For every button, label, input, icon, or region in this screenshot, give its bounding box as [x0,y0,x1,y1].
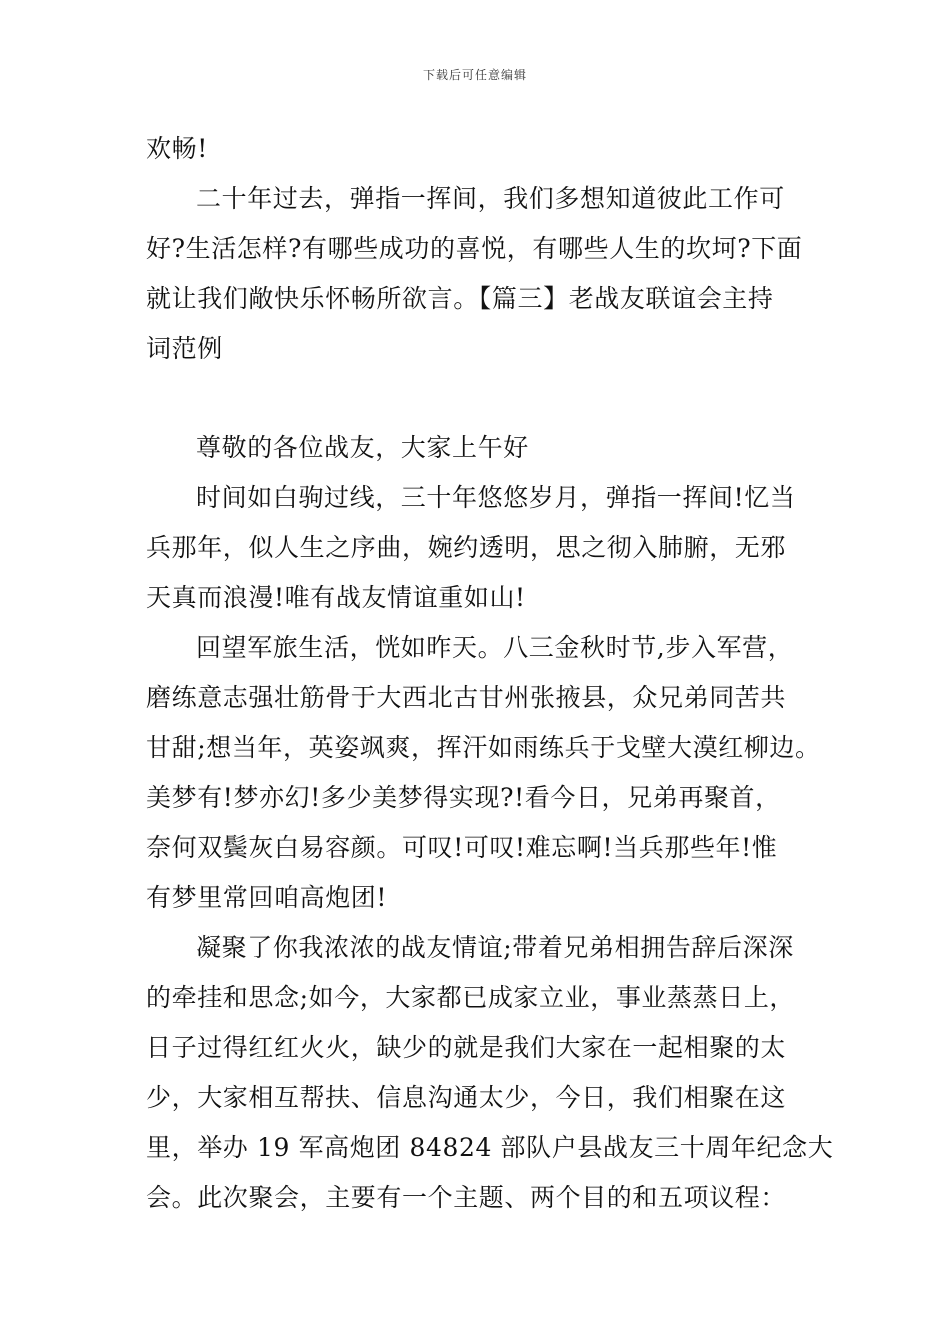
text-line: 磨练意志强壮筋骨于大西北古甘州张掖县，众兄弟同苦共 [146,683,787,712]
text-line: 就让我们敞快乐怀畅所欲言。【篇三】老战友联谊会主持 [146,284,774,313]
text-line: 好?生活怎样?有哪些成功的喜悦，有哪些人生的坎坷?下面 [146,234,803,263]
text-line: 的牵挂和思念;如今，大家都已成家立业，事业蒸蒸日上， [146,983,796,1012]
text-line: 二十年过去，弹指一挥间，我们多想知道彼此工作可 [196,184,785,213]
text-line: 回望军旅生活，恍如昨天。八三金秋时节,步入军营， [196,633,794,662]
text-line: 里，举办 19 军高炮团 84824 部队户县战友三十周年纪念大 [146,1133,834,1162]
text-line: 奈何双鬓灰白易容颜。可叹!可叹!难忘啊!当兵那些年!惟 [146,833,778,862]
text-line: 日子过得红红火火，缺少的就是我们大家在一起相聚的太 [146,1033,787,1062]
text-line: 尊敬的各位战友，大家上午好 [196,433,529,462]
text-line: 天真而浪漫!唯有战友情谊重如山! [146,583,526,612]
text-line: 少，大家相互帮扶、信息沟通太少，今日，我们相聚在这 [146,1083,787,1112]
text-line: 有梦里常回咱高炮团! [146,883,388,912]
text-line: 美梦有!梦亦幻!多少美梦得实现?!看今日，兄弟再聚首， [146,783,781,812]
text-line: 凝聚了你我浓浓的战友情谊;带着兄弟相拥告辞后深深 [196,933,794,962]
text-line: 兵那年，似人生之序曲，婉约透明，思之彻入肺腑，无邪 [146,533,787,562]
text-line: 时间如白驹过线，三十年悠悠岁月，弹指一挥间!忆当 [196,483,796,512]
page-header: 下载后可任意编辑 [422,68,527,82]
text-line: 会。此次聚会，主要有一个主题、两个目的和五项议程： [146,1183,787,1212]
text-line: 甘甜;想当年，英姿飒爽，挥汗如雨练兵于戈壁大漠红柳边。 [146,733,821,762]
text-line: 欢畅! [146,134,208,163]
text-line: 词范例 [146,334,223,363]
